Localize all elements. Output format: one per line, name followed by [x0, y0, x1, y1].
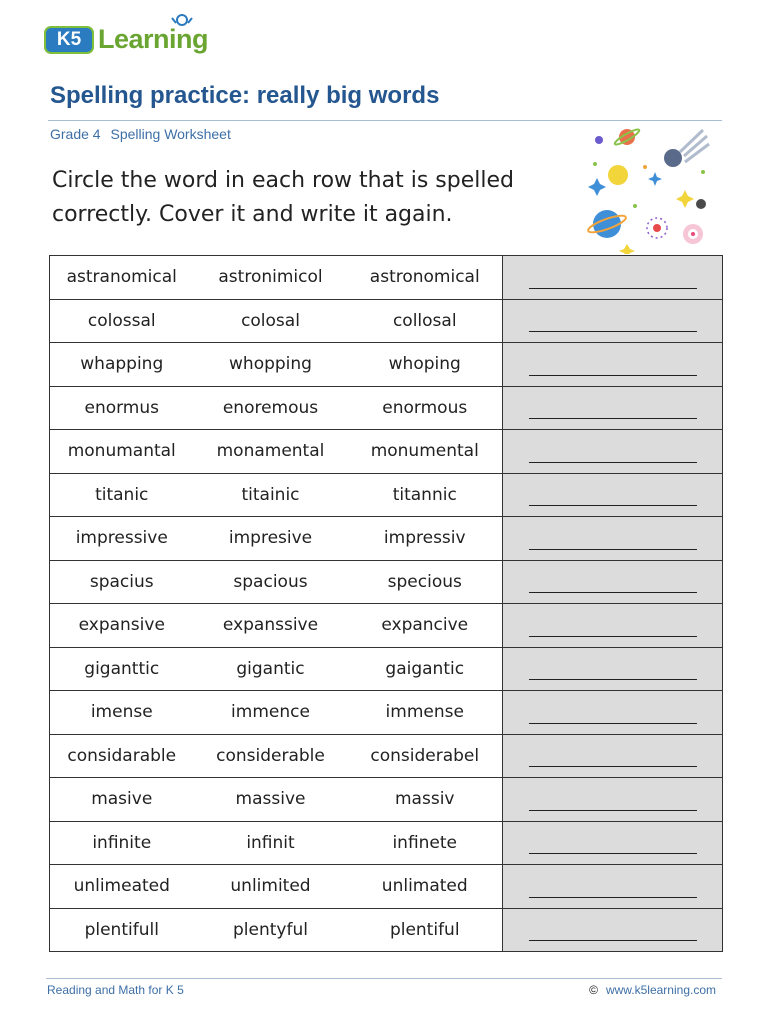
footer-website — [589, 983, 716, 997]
word-option[interactable]: enormus — [50, 386, 194, 430]
word-option[interactable]: gaigantic — [348, 647, 503, 691]
answer-cell[interactable] — [503, 517, 723, 561]
word-option[interactable]: expansive — [50, 604, 194, 648]
answer-line — [529, 853, 697, 854]
word-option[interactable]: monamental — [194, 430, 348, 474]
footer-divider — [46, 978, 722, 979]
word-option[interactable]: monumental — [348, 430, 503, 474]
answer-line — [529, 331, 697, 332]
word-option[interactable]: whopping — [194, 343, 348, 387]
word-option[interactable]: astronimicol — [194, 256, 348, 300]
answer-line — [529, 897, 697, 898]
word-option[interactable]: collosal — [348, 299, 503, 343]
word-option[interactable]: imense — [50, 691, 194, 735]
word-option[interactable]: colosal — [194, 299, 348, 343]
word-row — [50, 821, 723, 865]
subtitle — [50, 126, 231, 142]
answer-cell[interactable] — [503, 473, 723, 517]
answer-cell[interactable] — [503, 256, 723, 300]
word-option[interactable]: spacius — [50, 560, 194, 604]
answer-cell[interactable] — [503, 299, 723, 343]
logo-figure-icon — [162, 14, 202, 34]
footer-tagline: Reading and Math for K 5 — [47, 983, 184, 997]
word-option[interactable]: infinite — [50, 821, 194, 865]
word-option[interactable]: massiv — [348, 778, 503, 822]
grade-label: Grade 4 — [50, 126, 101, 142]
word-row — [50, 647, 723, 691]
word-row — [50, 604, 723, 648]
word-option[interactable]: colossal — [50, 299, 194, 343]
word-option[interactable]: titainic — [194, 473, 348, 517]
answer-cell[interactable] — [503, 865, 723, 909]
word-option[interactable]: giganttic — [50, 647, 194, 691]
word-option[interactable]: unlimited — [194, 865, 348, 909]
word-option[interactable]: plentyful — [194, 908, 348, 952]
logo-k5-badge: K5 — [44, 26, 94, 54]
word-row — [50, 299, 723, 343]
k5-learning-logo — [44, 16, 214, 58]
answer-line — [529, 940, 697, 941]
word-row — [50, 560, 723, 604]
answer-cell[interactable] — [503, 821, 723, 865]
answer-line — [529, 679, 697, 680]
answer-line — [529, 418, 697, 419]
word-option[interactable]: impressive — [50, 517, 194, 561]
word-row — [50, 865, 723, 909]
page-title: Spelling practice: really big words — [50, 82, 440, 109]
word-row — [50, 691, 723, 735]
word-option[interactable]: massive — [194, 778, 348, 822]
word-option[interactable]: whapping — [50, 343, 194, 387]
answer-line — [529, 766, 697, 767]
word-option[interactable]: immence — [194, 691, 348, 735]
answer-line — [529, 549, 697, 550]
word-option[interactable]: plentifull — [50, 908, 194, 952]
spelling-table — [49, 255, 723, 952]
word-option[interactable]: considerabel — [348, 734, 503, 778]
word-row — [50, 343, 723, 387]
answer-line — [529, 505, 697, 506]
word-option[interactable]: infinit — [194, 821, 348, 865]
word-row — [50, 734, 723, 778]
word-option[interactable]: plentiful — [348, 908, 503, 952]
word-option[interactable]: expancive — [348, 604, 503, 648]
website-link[interactable]: www.k5learning.com — [605, 983, 716, 997]
worksheet-type-label: Spelling Worksheet — [110, 126, 231, 142]
word-row — [50, 517, 723, 561]
word-option[interactable]: infinete — [348, 821, 503, 865]
word-row — [50, 386, 723, 430]
word-option[interactable]: considerable — [194, 734, 348, 778]
word-option[interactable]: astranomical — [50, 256, 194, 300]
answer-line — [529, 636, 697, 637]
answer-cell[interactable] — [503, 430, 723, 474]
word-row — [50, 430, 723, 474]
answer-cell[interactable] — [503, 778, 723, 822]
word-option[interactable]: enormous — [348, 386, 503, 430]
word-option[interactable]: expanssive — [194, 604, 348, 648]
word-row — [50, 778, 723, 822]
word-option[interactable]: specious — [348, 560, 503, 604]
answer-line — [529, 592, 697, 593]
answer-cell[interactable] — [503, 908, 723, 952]
word-option[interactable]: titanic — [50, 473, 194, 517]
word-option[interactable]: monumantal — [50, 430, 194, 474]
word-option[interactable]: unlimeated — [50, 865, 194, 909]
answer-cell[interactable] — [503, 386, 723, 430]
instructions-text: Circle the word in each row that is spelled correctly. Cover it and write it again. — [52, 168, 514, 227]
answer-cell[interactable] — [503, 560, 723, 604]
word-option[interactable]: gigantic — [194, 647, 348, 691]
word-option[interactable]: astronomical — [348, 256, 503, 300]
answer-cell[interactable] — [503, 604, 723, 648]
answer-cell[interactable] — [503, 691, 723, 735]
word-row — [50, 908, 723, 952]
answer-line — [529, 810, 697, 811]
word-option[interactable]: impressiv — [348, 517, 503, 561]
word-row — [50, 256, 723, 300]
answer-cell[interactable] — [503, 343, 723, 387]
word-option[interactable]: spacious — [194, 560, 348, 604]
answer-line — [529, 723, 697, 724]
word-option[interactable]: unlimated — [348, 865, 503, 909]
answer-cell[interactable] — [503, 734, 723, 778]
word-option[interactable]: impresive — [194, 517, 348, 561]
answer-line — [529, 462, 697, 463]
word-option[interactable]: masive — [50, 778, 194, 822]
word-option[interactable]: considarable — [50, 734, 194, 778]
title-divider — [48, 120, 722, 121]
word-option[interactable]: immense — [348, 691, 503, 735]
logo-wordmark: Learning — [98, 24, 209, 54]
word-row — [50, 473, 723, 517]
answer-line — [529, 375, 697, 376]
answer-line — [529, 288, 697, 289]
answer-cell[interactable] — [503, 647, 723, 691]
space-illustration — [585, 122, 715, 254]
copyright-symbol: © — [589, 983, 598, 997]
word-option[interactable]: whoping — [348, 343, 503, 387]
word-option[interactable]: enoremous — [194, 386, 348, 430]
word-option[interactable]: titannic — [348, 473, 503, 517]
